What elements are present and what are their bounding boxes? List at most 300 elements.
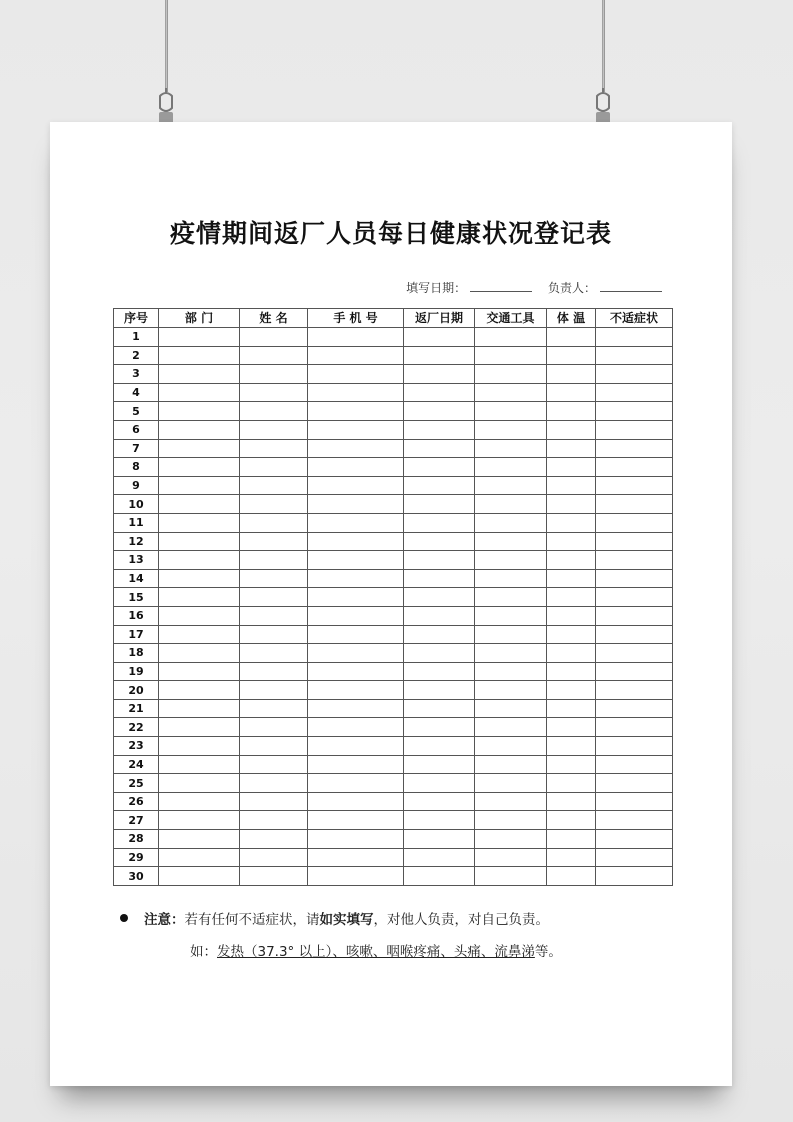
cell-phone[interactable]: [308, 420, 404, 439]
table-row: [114, 569, 673, 588]
cell-phone[interactable]: [308, 755, 404, 774]
cell-return-date[interactable]: [404, 569, 475, 588]
cell-phone[interactable]: [308, 513, 404, 532]
cell-temperature[interactable]: [547, 867, 596, 886]
cell-temperature[interactable]: [547, 811, 596, 830]
cell-temperature[interactable]: [547, 569, 596, 588]
table-row: [114, 495, 673, 514]
note-emphasis: 如实填写: [319, 912, 374, 928]
cell-symptoms[interactable]: [596, 551, 673, 570]
cell-phone[interactable]: [308, 588, 404, 607]
row-number: 28: [114, 830, 159, 849]
table-body: [114, 328, 673, 886]
cell-return-date[interactable]: [404, 699, 475, 718]
cell-name[interactable]: [240, 383, 308, 402]
cell-department[interactable]: [159, 811, 240, 830]
cell-phone[interactable]: [308, 867, 404, 886]
cell-return-date[interactable]: [404, 774, 475, 793]
cell-phone[interactable]: [308, 774, 404, 793]
cell-name[interactable]: [240, 476, 308, 495]
table-row: [114, 867, 673, 886]
cell-name[interactable]: [240, 458, 308, 477]
cell-return-date[interactable]: [404, 402, 475, 421]
table-row: [114, 551, 673, 570]
cell-transport[interactable]: [475, 662, 547, 681]
cell-symptoms[interactable]: [596, 383, 673, 402]
cell-return-date[interactable]: [404, 625, 475, 644]
cell-transport[interactable]: [475, 625, 547, 644]
row-number: 16: [114, 606, 159, 625]
cell-symptoms[interactable]: [596, 699, 673, 718]
cell-department[interactable]: [159, 383, 240, 402]
table-row: [114, 513, 673, 532]
cell-name[interactable]: [240, 532, 308, 551]
cell-transport[interactable]: [475, 699, 547, 718]
table-row: [114, 588, 673, 607]
cell-name[interactable]: [240, 569, 308, 588]
cell-return-date[interactable]: [404, 551, 475, 570]
cell-transport[interactable]: [475, 644, 547, 663]
cell-phone[interactable]: [308, 495, 404, 514]
fill-date-field[interactable]: [470, 281, 532, 292]
row-number: 21: [114, 699, 159, 718]
row-number: 15: [114, 588, 159, 607]
col-header-symptoms: 不适症状: [596, 309, 673, 328]
hanging-wire-right: [602, 0, 605, 92]
cell-transport[interactable]: [475, 476, 547, 495]
cell-department[interactable]: [159, 606, 240, 625]
row-number: 25: [114, 774, 159, 793]
cell-phone[interactable]: [308, 532, 404, 551]
cell-department[interactable]: [159, 328, 240, 347]
row-number: 1: [114, 328, 159, 347]
cell-return-date[interactable]: [404, 588, 475, 607]
cell-temperature[interactable]: [547, 328, 596, 347]
table-row: [114, 662, 673, 681]
cell-phone[interactable]: [308, 402, 404, 421]
cell-phone[interactable]: [308, 346, 404, 365]
row-number: 30: [114, 867, 159, 886]
cell-department[interactable]: [159, 774, 240, 793]
cell-name[interactable]: [240, 495, 308, 514]
table-row: [114, 328, 673, 347]
cell-temperature[interactable]: [547, 383, 596, 402]
cell-return-date[interactable]: [404, 458, 475, 477]
cell-transport[interactable]: [475, 792, 547, 811]
cell-return-date[interactable]: [404, 867, 475, 886]
cell-name[interactable]: [240, 420, 308, 439]
cell-symptoms[interactable]: [596, 755, 673, 774]
cell-name[interactable]: [240, 606, 308, 625]
cell-phone[interactable]: [308, 365, 404, 384]
table-row: [114, 402, 673, 421]
example-symptoms: 发热（37.3° 以上）、咳嗽、咽喉疼痛、头痛、流鼻涕: [217, 944, 535, 960]
cell-symptoms[interactable]: [596, 718, 673, 737]
table-row: [114, 606, 673, 625]
table-row: [114, 365, 673, 384]
cell-department[interactable]: [159, 699, 240, 718]
row-number: 9: [114, 476, 159, 495]
cell-symptoms[interactable]: [596, 476, 673, 495]
cell-symptoms[interactable]: [596, 569, 673, 588]
cell-name[interactable]: [240, 737, 308, 756]
registration-table: [113, 308, 673, 886]
cell-temperature[interactable]: [547, 365, 596, 384]
cell-phone[interactable]: [308, 383, 404, 402]
cell-return-date[interactable]: [404, 365, 475, 384]
cell-phone[interactable]: [308, 476, 404, 495]
cell-name[interactable]: [240, 830, 308, 849]
cell-temperature[interactable]: [547, 551, 596, 570]
cell-name[interactable]: [240, 365, 308, 384]
cell-return-date[interactable]: [404, 383, 475, 402]
cell-symptoms[interactable]: [596, 644, 673, 663]
cell-return-date[interactable]: [404, 420, 475, 439]
cell-name[interactable]: [240, 346, 308, 365]
cell-return-date[interactable]: [404, 792, 475, 811]
cell-transport[interactable]: [475, 328, 547, 347]
table-row: [114, 830, 673, 849]
cell-department[interactable]: [159, 755, 240, 774]
cell-symptoms[interactable]: [596, 439, 673, 458]
row-number: 24: [114, 755, 159, 774]
cell-transport[interactable]: [475, 458, 547, 477]
cell-return-date[interactable]: [404, 346, 475, 365]
cell-name[interactable]: [240, 439, 308, 458]
cell-transport[interactable]: [475, 551, 547, 570]
note-text-1: 若有任何不适症状，请: [184, 912, 320, 928]
cell-symptoms[interactable]: [596, 495, 673, 514]
row-number: 7: [114, 439, 159, 458]
cell-name[interactable]: [240, 774, 308, 793]
cell-department[interactable]: [159, 551, 240, 570]
cell-department[interactable]: [159, 662, 240, 681]
cell-department[interactable]: [159, 569, 240, 588]
cell-phone[interactable]: [308, 625, 404, 644]
cell-temperature[interactable]: [547, 606, 596, 625]
note-line: [120, 908, 720, 928]
table-row: [114, 532, 673, 551]
cell-transport[interactable]: [475, 346, 547, 365]
cell-transport[interactable]: [475, 774, 547, 793]
table-row: [114, 458, 673, 477]
cell-temperature[interactable]: [547, 699, 596, 718]
table-row: [114, 383, 673, 402]
cell-symptoms[interactable]: [596, 681, 673, 700]
cell-symptoms[interactable]: [596, 774, 673, 793]
form-meta: [406, 279, 662, 296]
col-header-return-date: 返厂日期: [404, 309, 475, 328]
cell-phone[interactable]: [308, 811, 404, 830]
cell-return-date[interactable]: [404, 476, 475, 495]
notes-section: [120, 908, 720, 960]
cell-transport[interactable]: [475, 606, 547, 625]
table-row: [114, 420, 673, 439]
cell-symptoms[interactable]: [596, 625, 673, 644]
cell-name[interactable]: [240, 811, 308, 830]
cell-temperature[interactable]: [547, 439, 596, 458]
cell-transport[interactable]: [475, 569, 547, 588]
cell-department[interactable]: [159, 681, 240, 700]
row-number: 23: [114, 737, 159, 756]
cell-phone[interactable]: [308, 681, 404, 700]
cell-return-date[interactable]: [404, 737, 475, 756]
document-page: [50, 122, 732, 1086]
cell-temperature[interactable]: [547, 513, 596, 532]
row-number: 22: [114, 718, 159, 737]
cell-name[interactable]: [240, 681, 308, 700]
cell-transport[interactable]: [475, 439, 547, 458]
table-row: [114, 718, 673, 737]
cell-symptoms[interactable]: [596, 811, 673, 830]
cell-temperature[interactable]: [547, 495, 596, 514]
fill-date-label: 填写日期：: [406, 281, 467, 295]
table-row: [114, 476, 673, 495]
cell-phone[interactable]: [308, 737, 404, 756]
cell-symptoms[interactable]: [596, 328, 673, 347]
cell-department[interactable]: [159, 848, 240, 867]
cell-transport[interactable]: [475, 513, 547, 532]
table-row: [114, 644, 673, 663]
binder-clip-left-icon: [155, 86, 177, 126]
cell-temperature[interactable]: [547, 420, 596, 439]
cell-symptoms[interactable]: [596, 402, 673, 421]
cell-name[interactable]: [240, 662, 308, 681]
cell-department[interactable]: [159, 495, 240, 514]
table-row: [114, 439, 673, 458]
cell-phone[interactable]: [308, 792, 404, 811]
cell-return-date[interactable]: [404, 848, 475, 867]
cell-transport[interactable]: [475, 830, 547, 849]
cell-symptoms[interactable]: [596, 346, 673, 365]
cell-name[interactable]: [240, 867, 308, 886]
col-header-phone: 手 机 号: [308, 309, 404, 328]
cell-temperature[interactable]: [547, 662, 596, 681]
note-text-2: ，对他人负责，对自己负责。: [373, 912, 549, 928]
responsible-label: 负责人：: [547, 281, 596, 295]
cell-temperature[interactable]: [547, 476, 596, 495]
cell-department[interactable]: [159, 644, 240, 663]
cell-temperature[interactable]: [547, 588, 596, 607]
cell-temperature[interactable]: [547, 848, 596, 867]
row-number: 19: [114, 662, 159, 681]
row-number: 12: [114, 532, 159, 551]
row-number: 27: [114, 811, 159, 830]
cell-symptoms[interactable]: [596, 737, 673, 756]
cell-temperature[interactable]: [547, 737, 596, 756]
row-number: 17: [114, 625, 159, 644]
table-row: [114, 792, 673, 811]
row-number: 10: [114, 495, 159, 514]
cell-phone[interactable]: [308, 848, 404, 867]
cell-temperature[interactable]: [547, 774, 596, 793]
cell-name[interactable]: [240, 644, 308, 663]
cell-phone[interactable]: [308, 662, 404, 681]
table-row: [114, 811, 673, 830]
responsible-field[interactable]: [600, 281, 662, 292]
cell-transport[interactable]: [475, 681, 547, 700]
cell-name[interactable]: [240, 402, 308, 421]
cell-return-date[interactable]: [404, 644, 475, 663]
cell-department[interactable]: [159, 792, 240, 811]
binder-clip-right-icon: [592, 86, 614, 126]
cell-symptoms[interactable]: [596, 606, 673, 625]
hanging-wire-left: [165, 0, 168, 92]
cell-return-date[interactable]: [404, 495, 475, 514]
cell-phone[interactable]: [308, 644, 404, 663]
cell-return-date[interactable]: [404, 439, 475, 458]
cell-phone[interactable]: [308, 569, 404, 588]
cell-phone[interactable]: [308, 328, 404, 347]
cell-temperature[interactable]: [547, 644, 596, 663]
col-header-transport: 交通工具: [475, 309, 547, 328]
cell-department[interactable]: [159, 476, 240, 495]
cell-transport[interactable]: [475, 588, 547, 607]
cell-phone[interactable]: [308, 699, 404, 718]
table-header-row: [114, 309, 673, 328]
cell-temperature[interactable]: [547, 830, 596, 849]
cell-return-date[interactable]: [404, 513, 475, 532]
cell-transport[interactable]: [475, 383, 547, 402]
cell-name[interactable]: [240, 588, 308, 607]
cell-phone[interactable]: [308, 718, 404, 737]
cell-transport[interactable]: [475, 495, 547, 514]
row-number: 13: [114, 551, 159, 570]
row-number: 20: [114, 681, 159, 700]
table-row: [114, 848, 673, 867]
table-row: [114, 699, 673, 718]
row-number: 3: [114, 365, 159, 384]
cell-temperature[interactable]: [547, 458, 596, 477]
col-header-name: 姓 名: [240, 309, 308, 328]
cell-name[interactable]: [240, 699, 308, 718]
cell-return-date[interactable]: [404, 681, 475, 700]
cell-phone[interactable]: [308, 606, 404, 625]
row-number: 2: [114, 346, 159, 365]
cell-department[interactable]: [159, 588, 240, 607]
cell-transport[interactable]: [475, 420, 547, 439]
cell-return-date[interactable]: [404, 755, 475, 774]
cell-symptoms[interactable]: [596, 513, 673, 532]
cell-temperature[interactable]: [547, 402, 596, 421]
row-number: 11: [114, 513, 159, 532]
cell-symptoms[interactable]: [596, 830, 673, 849]
cell-name[interactable]: [240, 625, 308, 644]
cell-transport[interactable]: [475, 532, 547, 551]
cell-transport[interactable]: [475, 811, 547, 830]
cell-return-date[interactable]: [404, 662, 475, 681]
col-header-temperature: 体 温: [547, 309, 596, 328]
cell-phone[interactable]: [308, 830, 404, 849]
example-line: [120, 940, 720, 960]
cell-symptoms[interactable]: [596, 792, 673, 811]
table-row: [114, 681, 673, 700]
row-number: 6: [114, 420, 159, 439]
cell-transport[interactable]: [475, 402, 547, 421]
cell-name[interactable]: [240, 718, 308, 737]
cell-temperature[interactable]: [547, 532, 596, 551]
cell-department[interactable]: [159, 513, 240, 532]
cell-symptoms[interactable]: [596, 867, 673, 886]
cell-return-date[interactable]: [404, 718, 475, 737]
cell-temperature[interactable]: [547, 681, 596, 700]
cell-transport[interactable]: [475, 755, 547, 774]
cell-transport[interactable]: [475, 718, 547, 737]
cell-phone[interactable]: [308, 458, 404, 477]
row-number: 18: [114, 644, 159, 663]
row-number: 5: [114, 402, 159, 421]
cell-symptoms[interactable]: [596, 365, 673, 384]
cell-name[interactable]: [240, 792, 308, 811]
cell-return-date[interactable]: [404, 532, 475, 551]
cell-symptoms[interactable]: [596, 420, 673, 439]
cell-transport[interactable]: [475, 365, 547, 384]
row-number: 14: [114, 569, 159, 588]
example-prefix: 如：: [190, 944, 217, 960]
cell-symptoms[interactable]: [596, 662, 673, 681]
note-label: 注意：: [144, 912, 185, 928]
cell-department[interactable]: [159, 458, 240, 477]
cell-return-date[interactable]: [404, 830, 475, 849]
row-number: 8: [114, 458, 159, 477]
cell-temperature[interactable]: [547, 755, 596, 774]
col-header-index: 序号: [114, 309, 159, 328]
cell-transport[interactable]: [475, 737, 547, 756]
cell-department[interactable]: [159, 830, 240, 849]
cell-name[interactable]: [240, 513, 308, 532]
cell-temperature[interactable]: [547, 625, 596, 644]
row-number: 29: [114, 848, 159, 867]
cell-phone[interactable]: [308, 551, 404, 570]
cell-name[interactable]: [240, 848, 308, 867]
cell-department[interactable]: [159, 365, 240, 384]
table-row: [114, 346, 673, 365]
cell-department[interactable]: [159, 439, 240, 458]
cell-return-date[interactable]: [404, 328, 475, 347]
col-header-department: 部 门: [159, 309, 240, 328]
row-number: 4: [114, 383, 159, 402]
cell-symptoms[interactable]: [596, 588, 673, 607]
cell-phone[interactable]: [308, 439, 404, 458]
cell-temperature[interactable]: [547, 792, 596, 811]
cell-department[interactable]: [159, 532, 240, 551]
table-row: [114, 625, 673, 644]
cell-symptoms[interactable]: [596, 848, 673, 867]
cell-department[interactable]: [159, 737, 240, 756]
cell-department[interactable]: [159, 625, 240, 644]
cell-name[interactable]: [240, 328, 308, 347]
cell-symptoms[interactable]: [596, 532, 673, 551]
cell-transport[interactable]: [475, 867, 547, 886]
cell-temperature[interactable]: [547, 346, 596, 365]
document-title: 疫情期间返厂人员每日健康状况登记表: [169, 219, 612, 248]
cell-department[interactable]: [159, 420, 240, 439]
cell-name[interactable]: [240, 755, 308, 774]
cell-department[interactable]: [159, 718, 240, 737]
cell-name[interactable]: [240, 551, 308, 570]
cell-department[interactable]: [159, 346, 240, 365]
row-number: 26: [114, 792, 159, 811]
cell-symptoms[interactable]: [596, 458, 673, 477]
table-row: [114, 737, 673, 756]
cell-return-date[interactable]: [404, 606, 475, 625]
table-row: [114, 774, 673, 793]
cell-department[interactable]: [159, 402, 240, 421]
cell-transport[interactable]: [475, 848, 547, 867]
cell-return-date[interactable]: [404, 811, 475, 830]
cell-temperature[interactable]: [547, 718, 596, 737]
cell-department[interactable]: [159, 867, 240, 886]
